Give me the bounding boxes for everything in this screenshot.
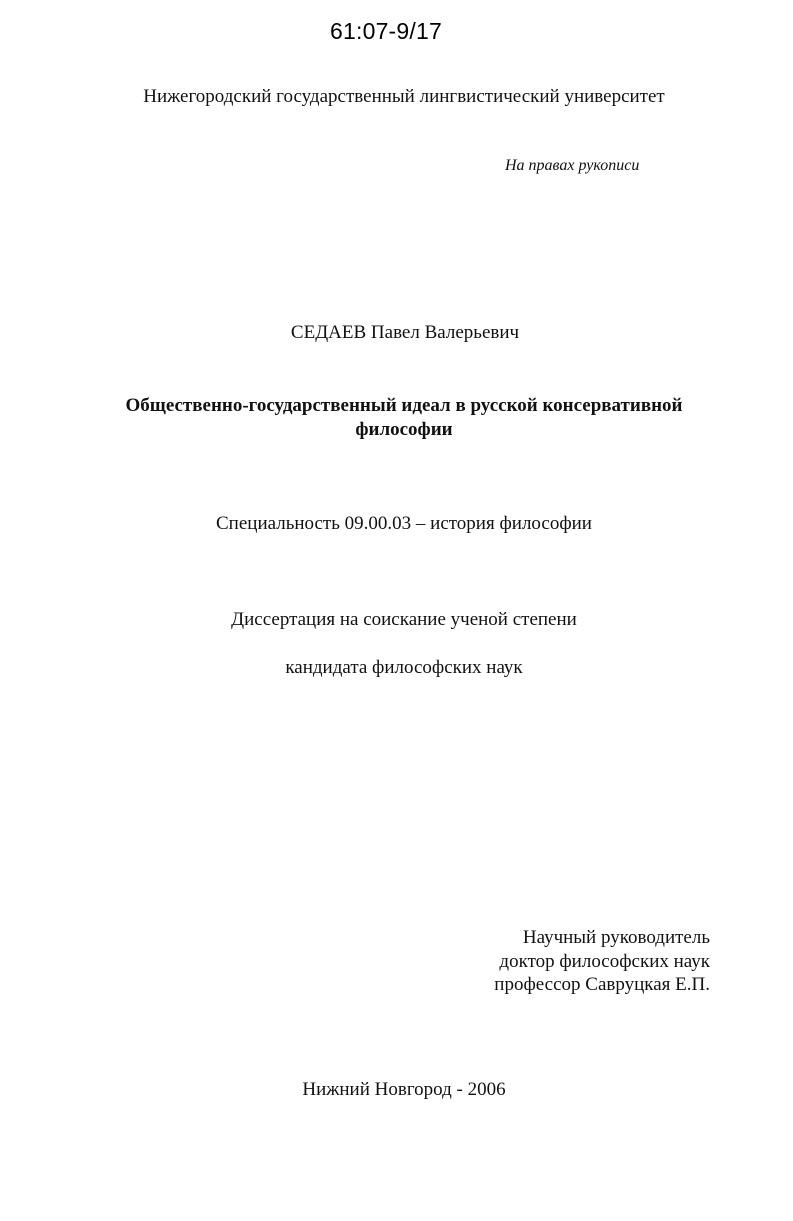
manuscript-note: На правах рукописи <box>505 157 640 174</box>
dissertation-title-line-1: Общественно-государственный идеал в русской консервативной <box>125 395 683 416</box>
advisor-degree: доктор философских наук <box>499 950 710 972</box>
dissertation-title-line-2: философии <box>355 419 453 440</box>
dissertation-title <box>0 394 793 442</box>
city-year: Нижний Новгород - 2006 <box>302 1079 506 1100</box>
advisor-role: Научный руководитель <box>522 927 710 948</box>
specialty: Специальность 09.00.03 – история философии <box>216 513 592 534</box>
dissertation-type: Диссертация на соискание ученой степени <box>231 609 577 630</box>
archive-stamp: 61:07-9/17 <box>330 18 442 44</box>
university-name: Нижегородский государственный лингвистический университет <box>143 86 665 107</box>
advisor-name: профессор Савруцкая Е.П. <box>494 974 710 995</box>
scientific-advisor <box>494 926 710 997</box>
author-name: СЕДАЕВ Павел Валерьевич <box>290 322 520 343</box>
academic-degree: кандидата философских наук <box>285 657 523 678</box>
